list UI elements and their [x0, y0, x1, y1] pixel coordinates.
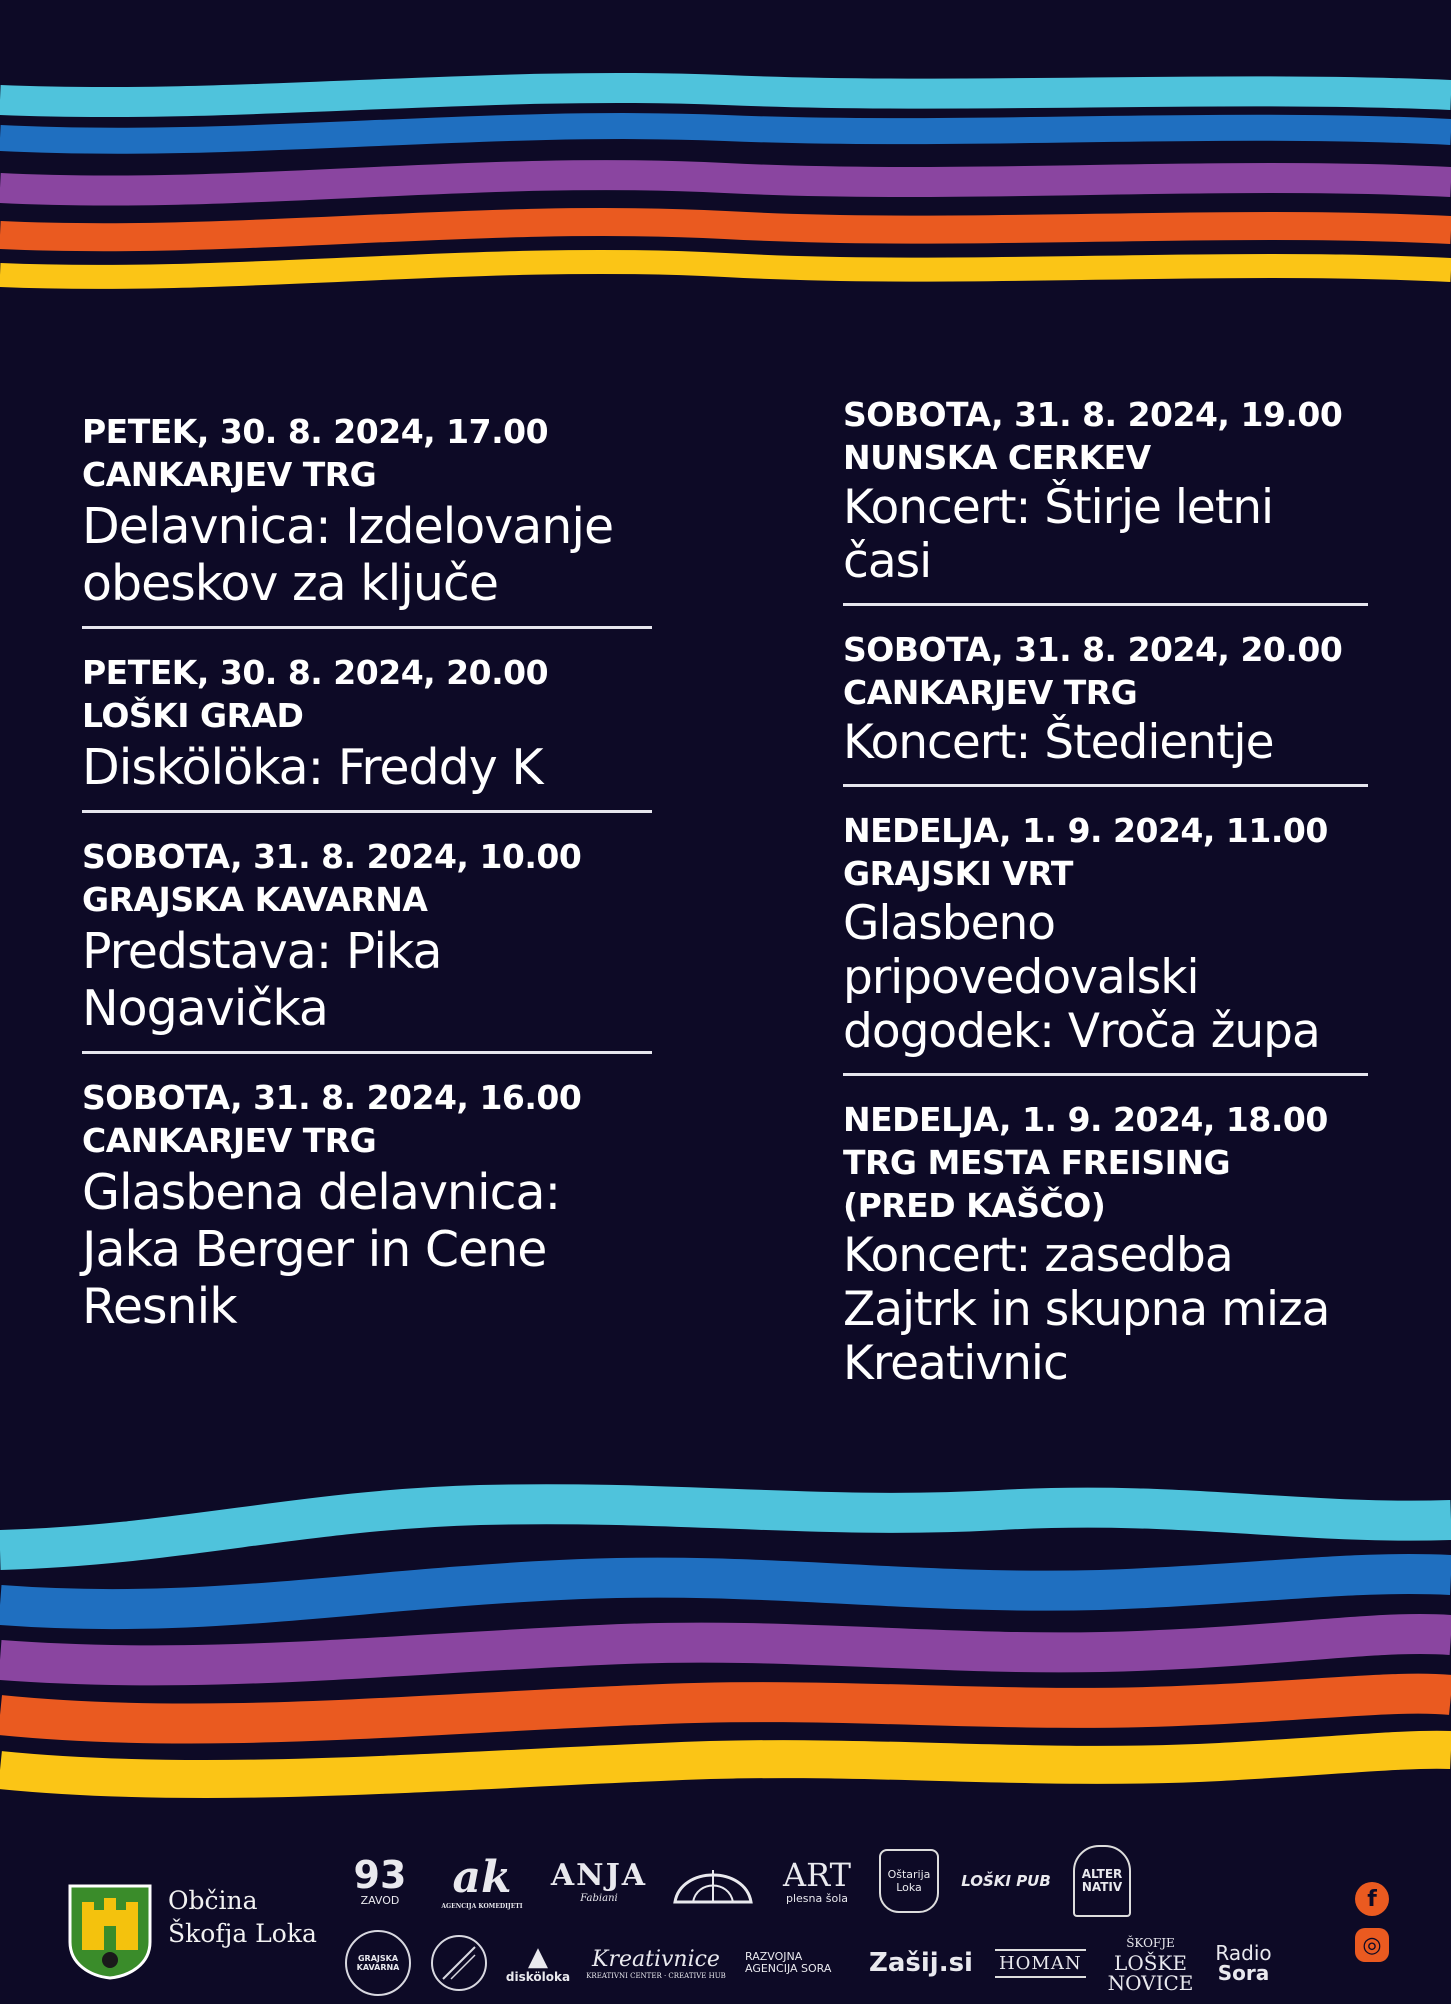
event-item	[843, 628, 1368, 787]
event-item	[843, 393, 1368, 606]
event-title: Koncert: Štirje letni časi	[843, 480, 1274, 589]
event-title: Predstava: Pika Nogavička	[82, 923, 442, 1037]
alternativ-logo: ALTERNATIV	[1073, 1845, 1131, 1917]
event-venue: TRG MESTA FREISING (PRED KAŠČO)	[843, 1143, 1231, 1225]
event-date: SOBOTA, 31. 8. 2024, 19.00	[843, 395, 1343, 434]
wave-decoration-bottom	[0, 1450, 1451, 1830]
loske-novice-logo: ŠKOFJE LOŠKE NOVICE	[1107, 1936, 1194, 1995]
event-title: Koncert: zasedba Zajtrk in skupna miza Kreativnic	[843, 1228, 1330, 1391]
art-dance-school-logo: ART plesna šola	[783, 1855, 851, 1905]
logo-row-1	[345, 1840, 1315, 1922]
ostarija-loka-logo: Oštarija Loka	[879, 1849, 939, 1913]
homan-logo: HOMAN	[995, 1949, 1086, 1978]
event-title: Delavnica: Izdelovanje obeskov za ključe	[82, 498, 614, 612]
event-venue: GRAJSKA KAVARNA	[82, 880, 428, 919]
event-venue: NUNSKA CERKEV	[843, 438, 1151, 477]
razvojna-agencija-sora-logo: RAZVOJNA AGENCIJA SORA	[745, 1950, 832, 1975]
event-item	[843, 809, 1368, 1076]
event-venue: GRAJSKI VRT	[843, 854, 1073, 893]
event-date: PETEK, 30. 8. 2024, 17.00	[82, 412, 549, 451]
wave-decoration-top	[0, 0, 1451, 320]
dome-logo-icon	[671, 1856, 755, 1906]
event-date: SOBOTA, 31. 8. 2024, 20.00	[843, 630, 1343, 669]
anja-logo: ANJA Fabiani	[550, 1858, 648, 1904]
event-title: Glasbena delavnica: Jaka Berger in Cene Resnik	[82, 1164, 561, 1335]
instagram-icon[interactable]: ◎	[1355, 1928, 1389, 1962]
sponsor-footer	[0, 1830, 1451, 2000]
event-date: SOBOTA, 31. 8. 2024, 10.00	[82, 837, 582, 876]
event-venue: CANKARJEV TRG	[843, 673, 1138, 712]
schedule-column-left	[82, 410, 652, 1371]
event-title: Diskölöka: Freddy K	[82, 739, 543, 796]
event-date: PETEK, 30. 8. 2024, 20.00	[82, 653, 549, 692]
radio-sora-logo: Radio Sora	[1215, 1941, 1272, 1985]
event-venue: CANKARJEV TRG	[82, 1121, 377, 1160]
zasij-logo: Zašij.si	[869, 1948, 973, 1978]
logo-row-2	[345, 1922, 1315, 2004]
grajska-kavarna-logo: GRAJSKA KAVARNA	[345, 1930, 411, 1996]
facebook-icon[interactable]: f	[1355, 1882, 1389, 1916]
event-venue: LOŠKI GRAD	[82, 696, 304, 735]
event-item	[82, 835, 652, 1054]
schedule-column-right	[843, 393, 1368, 1427]
skofja-loka-crest-icon	[66, 1882, 154, 1980]
diskoloka-logo: ▲ disköloka	[505, 1941, 571, 1984]
event-item	[843, 1098, 1368, 1405]
event-venue: CANKARJEV TRG	[82, 455, 377, 494]
social-links	[1355, 1882, 1389, 1974]
sponsor-logos	[345, 1840, 1315, 2004]
kreativnice-logo: Kreativnice KREATIVNI CENTER · CREATIVE HUB	[586, 1946, 726, 1980]
loski-pub-logo: LOŠKI PUB	[961, 1871, 1051, 1890]
event-date: NEDELJA, 1. 9. 2024, 18.00	[843, 1100, 1328, 1139]
feather-circle-logo-icon	[429, 1933, 489, 1993]
event-item	[82, 410, 652, 629]
event-date: SOBOTA, 31. 8. 2024, 16.00	[82, 1078, 582, 1117]
event-date: NEDELJA, 1. 9. 2024, 11.00	[843, 811, 1328, 850]
event-title: Glasbeno pripovedovalski dogodek: Vroča župa	[843, 896, 1320, 1059]
municipality-name: Občina Škofja Loka	[168, 1886, 317, 1948]
event-item	[82, 1076, 652, 1349]
ak-logo: ak AGENCIJA KOMEDIJETI	[441, 1852, 523, 1910]
event-title: Koncert: Štedientje	[843, 715, 1274, 770]
event-item	[82, 651, 652, 813]
zavod-93-logo: 93 ZAVOD	[353, 1852, 407, 1907]
